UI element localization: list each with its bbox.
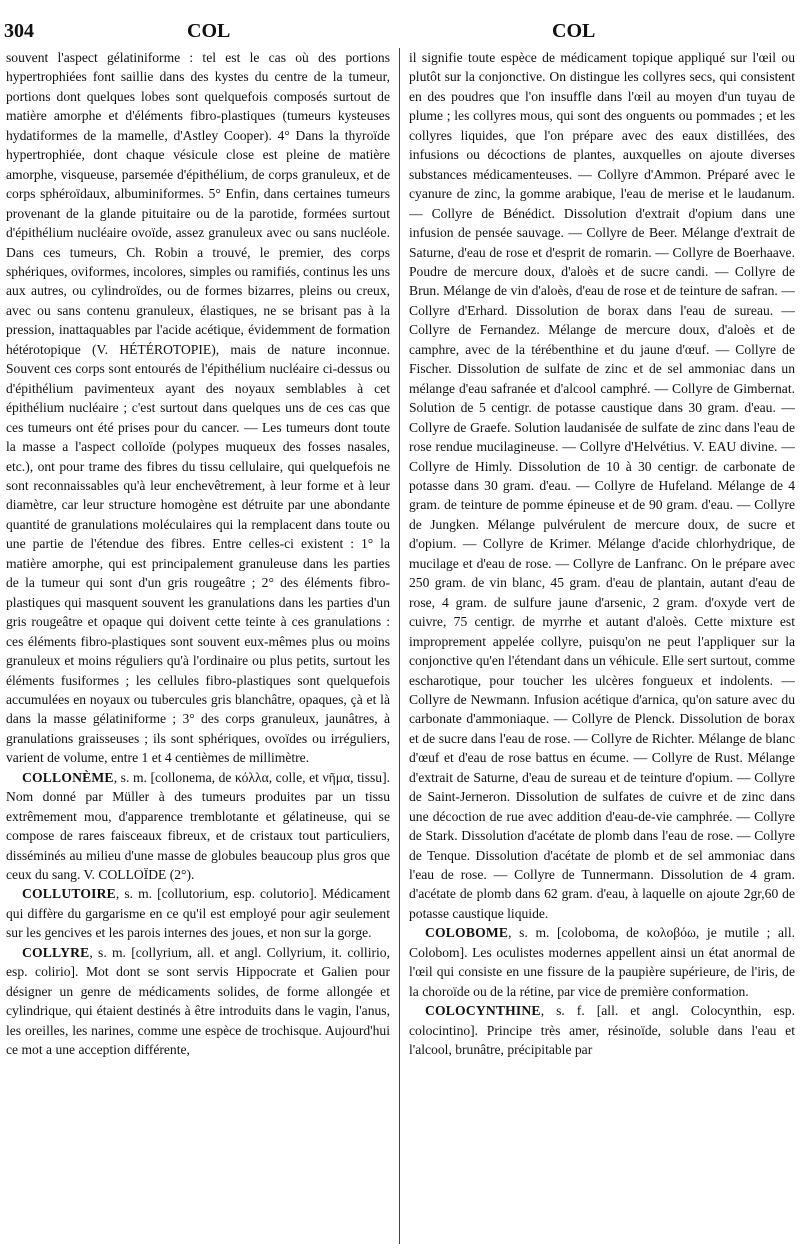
page-number: 304: [4, 20, 34, 42]
headword-collonema: COLLONÈME: [22, 769, 114, 785]
entry-collyre: [6, 943, 390, 1060]
entry-collutoire: [6, 884, 390, 942]
page-header: [0, 20, 800, 50]
definition-collyre: , s. m. [collyrium, all. et angl. Collyrium, it. collirio, esp. colirio]. Mot dont se sont servis Hippocrate et Galien pour désigner un genre de médicaments solides, de forme allongée et cylindrique, qui étaient destinés à être introduits dans le vagin, l'anus, les oreilles, les narines, comme une espèce de trochisque. Aujourd'hui ce mot a une acception différente,: [6, 944, 390, 1058]
tumor-continuation-paragraph: souvent l'aspect gélatiniforme : tel est le cas où des portions hypertrophiées font saillie dans des kystes du centre de la tumeur, portions dont quelques lobes sont quelquefois composés surtout de matière amorphe et d'éléments fibro-plastiques (tumeurs kysteuses hydatiformes de la mamelle, d'Astley Cooper). 4° Dans la thyroïde hypertrophiée, dont chaque vésicule close est pleine de matière amorphe, visqueuse, parsemée d'épithélium, de corps granuleux, et de corps sphéroïdaux, albuminiformes. 5° Enfin, dans certaines tumeurs provenant de la glande pituitaire ou de la parotide, formées surtout d'épithélium nucléaire ovoïde, assez granuleux avec ou sans nucléole. Dans ces tumeurs, Ch. Robin a trouvé, le premier, des corps sphériques, oviformes, incolores, simples ou ramifiés, continus les uns aux autres, ou cylindroïdes, ou de formes bizarres, pleins ou creux, avec ou sans contenu granuleux, élastiques, ne se brisant pas à la pression, inattaquables par l'acide acétique, évidemment de formation hétérotopique (V. HÉTÉROTOPIE), mais de nature inconnue. Souvent ces corps sont entourés de l'épithélium nucléaire ci-dessus ou d'épithélium pavimenteux ayant des noyaux semblables à cet épithélium nucléaire ; c'est surtout dans quelques uns de ces cas que ces tumeurs ont été prises pour du cancer. — Les tumeurs dont toute la masse a l'aspect colloïde (polypes muqueux des fosses nasales, etc.), ont pour trame des fibres du tissu cellulaire, qui quelquefois ne sont reconnaissables qu'à leur enchevêtrement, à leur forme et à leur diamètre, car leur structure homogène est détruite par une abondante quantité de granulations moléculaires qui la remplacent dans toute ou une partie de l'étendue des fibres. Entre celles-ci existent : 1° la matière amorphe, qui est principalement granuleuse dans les parties de la tumeur qui sont d'un gris rougeâtre ; 2° des éléments fibro-plastiques qui masquent souvent les granulations dans les parties d'un gris rougeâtre et opaque qui doivent cette teinte à ces granulations : ces éléments fibro-plastiques sont souvent eux-mêmes plus ou moins granuleux et moins réguliers qu'à l'ordinaire ou plus petits, surtout les éléments fusiformes ; les cellules fibro-plastiques sont quelquefois accumulées en noyaux ou tubercules gris blanchâtre, opaques, çà et là dans la masse gélatiniforme ; 3° des corps granuleux, jaunâtres, à granulations graisseuses ; ils sont sphériques, ovoïdes ou irréguliers, varient de volume, entre 1 et 4 centièmes de millimètre.: [6, 50, 390, 766]
right-column: [409, 48, 795, 1244]
definition-collonema: , s. m. [collonema, de κόλλα, colle, et νῆμα, tissu]. Nom donné par Müller à des tumeurs produites par un tissu extrêmement mou, d'apparence tremblotante et gélatineuse, qui se compose de rares faisceaux fibreux, et de cristaux tout particuliers, disséminés au milieu d'une masse de globules beaucoup plus gros que ceux du sang. V. COLLOÏDE (2°).: [6, 769, 390, 883]
headword-collyre: COLLYRE: [22, 944, 90, 960]
entry-colobome: [409, 923, 795, 1001]
definition-collutoire: , s. m. [collutorium, esp. colutorio]. Médicament qui diffère du gargarisme en ce qu'il est employé pour agir seulement sur les gencives et les parois internes des joues, et non sur la gorge.: [6, 886, 390, 941]
entry-collonema: [6, 768, 390, 885]
left-column: [6, 48, 390, 1244]
definition-colobome: , s. m. [coloboma, de κολοβόω, je mutile ; all. Colobom]. Les oculistes modernes appellent ainsi un état anormal de l'œil qui consiste en une fissure de la paupière supérieure, de l'iris, de la choroïde ou de la rétine, par vice de première conformation.: [409, 925, 795, 999]
collyre-continuation-paragraph: il signifie toute espèce de médicament topique appliqué sur l'œil ou plutôt sur la conjonctive. On distingue les collyres secs, qui consistent en des poudres que l'on insuffle dans l'œil au moyen d'un tuyau de plume ; les collyres mous, qui sont des onguents ou pommades ; et les collyres liquides, que l'on prépare avec des eaux distillées, des infusions ou décoctions de plantes, auxquelles on ajoute diverses substances médicamenteuses. — Collyre d'Ammon. Préparé avec le cyanure de zinc, la gomme arabique, l'eau de merise et le laudanum. — Collyre de Bénédict. Dissolution d'extrait d'opium dans une infusion de pensée sauvage. — Collyre de Beer. Mélange d'extrait de Saturne, d'eau de rose et d'esprit de romarin. — Collyre de Boerhaave. Poudre de mercure doux, d'aloès et de sucre candi. — Collyre de Brun. Mélange de vin d'aloès, d'eau de rose et de teinture de safran. — Collyre d'Erhard. Dissolution de borax dans l'eau de sureau. — Collyre de Fernandez. Mélange de mercure doux, d'aloès et de camphre, avec de la térébenthine et du jaune d'œuf. — Collyre de Fischer. Dissolution de sulfate de zinc et de sel ammoniac dans un mélange d'eau safranée et d'alcool camphré. — Collyre de Gimbernat. Solution de 5 centigr. de potasse caustique dans 30 gram. d'eau. — Collyre de Graefe. Solution laudanisée de sulfate de zinc dans l'eau de rose rendue mucilagineuse. — Collyre d'Helvétius. V. EAU divine. — Collyre de Himly. Dissolution de 10 à 30 centigr. de carbonate de potasse dans 30 gram. d'eau. — Collyre de Hufeland. Mélange de 4 gram. de teinture de pomme épineuse et de 90 gram. d'eau. — Collyre de Jungken. Mélange pulvérulent de mercure doux, de sucre et d'opium. — Collyre de Krimer. Mélange d'acide chlorhydrique, de mucilage et d'eau de rose. — Collyre de Lanfranc. On le prépare avec 250 gram. de vin blanc, 45 gram. d'eau de plantain, autant d'eau de rose, 4 gram. de sulfure jaune d'arsenic, 2 gram. d'oxyde vert de cuivre, 75 centigr. de myrrhe et autant d'aloès. Cette mixture est improprement appelée collyre, puisqu'on ne peut l'appliquer sur la conjonctive qu'en l'étendant dans un véhicule. Elle sert surtout, comme escharotique, pour toucher les ulcères fongueux et indolents. — Collyre de Newmann. Infusion acétique d'arnica, qu'on sature avec du carbonate d'ammoniaque. — Collyre de Plenck. Dissolution de borax et de sucre dans l'eau de rose. — Collyre de Richter. Mélange de blanc d'œuf et d'eau de rose battus en écume. — Collyre de Rust. Mélange d'extrait de Saturne, d'eau de sureau et de teinture d'opium. — Collyre de Saint-Jerneron. Dissolution de sulfates de cuivre et de zinc dans une décoction de rue avec addition d'eau-de-vie camphrée. — Collyre de Stark. Dissolution d'acétate de plomb dans l'eau de rose. — Collyre de Tenque. Dissolution d'acétate de plomb et de sel ammoniac dans l'eau de rose. — Collyre de Tunnermann. Dissolution de 4 gram. d'acétate de plomb dans 62 gram. d'eau, à laquelle on ajoute 2gr,60 de potasse caustique liquide.: [409, 50, 795, 921]
definition-colocynthine: , s. f. [all. et angl. Colocynthin, esp. colocintino]. Principe très amer, résinoïde, soluble dans l'eau et l'alcool, brunâtre, précipitable par: [409, 1003, 795, 1058]
running-head-left: COL: [187, 20, 231, 42]
headword-colobome: COLOBOME: [425, 925, 509, 941]
headword-colocynthine: COLOCYNTHINE: [425, 1003, 541, 1019]
headword-collutoire: COLLUTOIRE: [22, 886, 116, 902]
running-head-right: COL: [552, 20, 596, 42]
entry-colocynthine: [409, 1001, 795, 1059]
column-divider: [399, 48, 400, 1244]
